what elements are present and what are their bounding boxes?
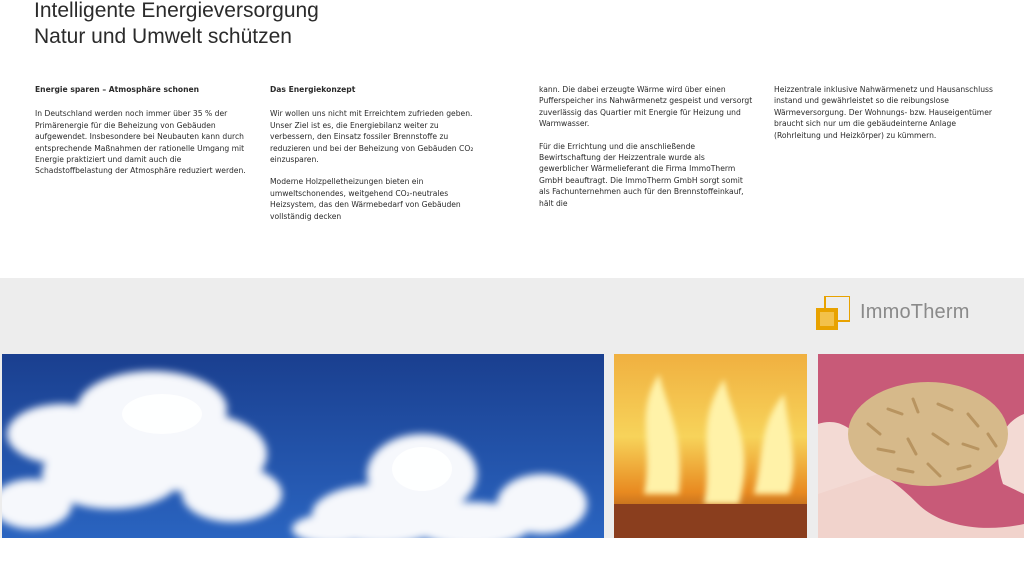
text-column-2	[270, 84, 485, 233]
logo-square-icon	[816, 296, 850, 330]
column-3-paragraph-2: Für die Errichtung und die anschließende Bewirtschaftung der Heizzentrale wurde als gewerblicher Wärmelieferant die Firma ImmoTherm GmbH beauftragt. Die ImmoTherm GmbH sorgt somit als Fachunternehmen auch für den Brennstoffeinkauf, hält die	[539, 141, 744, 208]
headline-line-1: Intelligente Energieversorgung	[34, 0, 319, 22]
bottom-strip	[0, 538, 1024, 576]
column-1-paragraph-1: In Deutschland werden noch immer über 35 % der Primärenergie für die Beheizung von Gebäuden aufgewendet. Insbesondere bei Neubauten kann durch entsprechende Maßnahmen der rationelle Umgang mit Energie praktiziert und damit auch die Schadstoffbelastung der Atmosphäre reduziert werden.	[35, 109, 246, 176]
logo-wordmark: ImmoTherm	[860, 301, 970, 323]
column-1-heading: Energie sparen – Atmosphäre schonen	[35, 85, 200, 94]
text-column-3	[539, 84, 754, 220]
text-column-4	[774, 84, 999, 152]
fire-image	[614, 354, 807, 538]
text-column-1	[35, 84, 250, 188]
headline	[34, 0, 319, 50]
column-4-paragraph-1: Heizzentrale inklusive Nahwärmenetz und Hausanschluss instand und gewährleistet so die reibungslose Wärmeversorgung. Der Wohnungs- bzw. Hauseigentümer braucht sich nur um die gebäudeinterne Anlage (Rohrleitung und Heizkörper) zu kümmern.	[774, 85, 993, 140]
column-2-paragraph-1: Wir wollen uns nicht mit Erreichtem zufrieden geben. Unser Ziel ist es, die Energiebilanz weiter zu verbessern, den Einsatz fossiler Brennstoffe zu reduzieren und bei der Beheizung von Gebäuden CO₂ einzusparen.	[270, 109, 474, 165]
wood-pellets-hands-image	[818, 354, 1024, 538]
sky-clouds-image	[2, 354, 604, 538]
column-2-paragraph-2: Moderne Holzpelletheizungen bieten ein umweltschonendes, weitgehend CO₂-neutrales Heizsystem, das den Wärmebedarf von Gebäuden vollständig decken	[270, 177, 461, 221]
immotherm-logo	[816, 296, 986, 332]
column-3-paragraph-1: kann. Die dabei erzeugte Wärme wird über einen Pufferspeicher ins Nahwärmenetz gespeist und versorgt zuverlässig das Quartier mit Energie für Heizung und Warmwasser.	[539, 85, 753, 129]
column-2-heading: Das Energiekonzept	[270, 85, 356, 94]
headline-line-2: Natur und Umwelt schützen	[34, 25, 292, 48]
